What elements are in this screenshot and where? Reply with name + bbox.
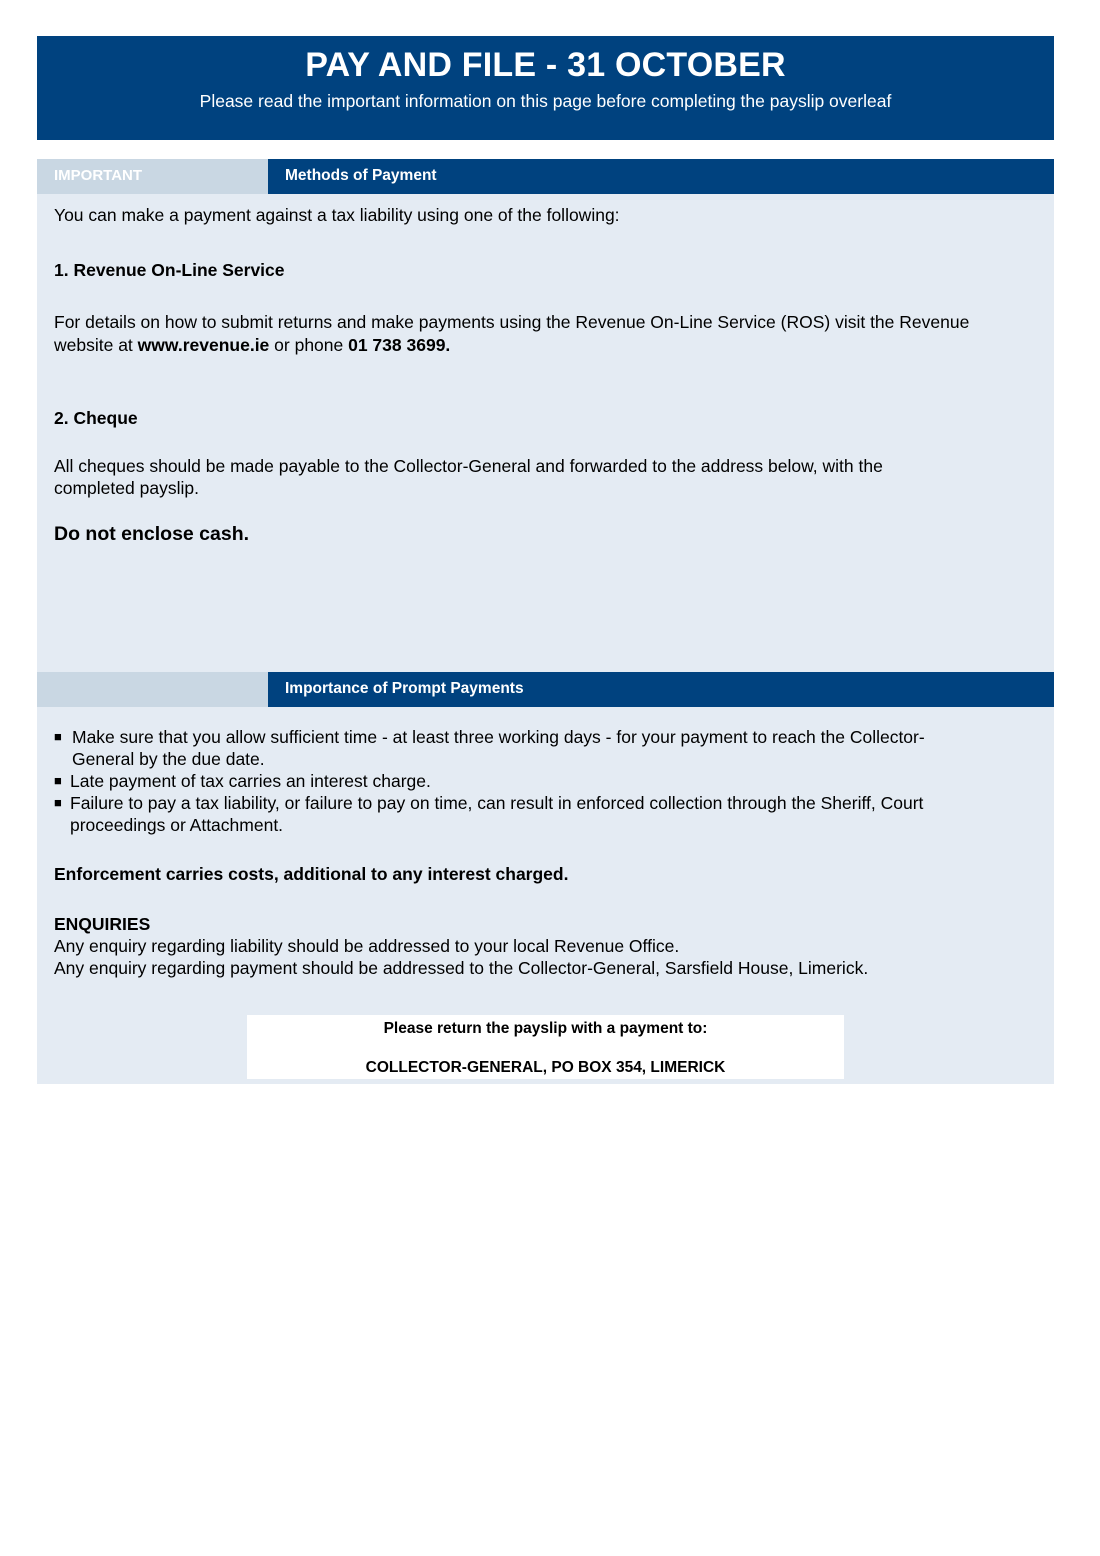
prompt-payments-section: [37, 672, 1054, 1084]
bullet3-line1: Failure to pay a tax liability, or failure to pay on time, can result in enforced collection through the Sheriff, Court: [70, 793, 924, 813]
payment-intro-text: You can make a payment against a tax liability using one of the following:: [54, 205, 620, 225]
enquiries-line2: Any enquiry regarding payment should be addressed to the Collector-General, Sarsfield House, Limerick.: [54, 958, 869, 978]
cheque-details-line1: All cheques should be made payable to the Collector-General and forwarded to the address below, with the: [54, 456, 883, 476]
return-address: COLLECTOR-GENERAL, PO BOX 354, LIMERICK: [365, 1059, 726, 1076]
cheque-details-line2: completed payslip.: [54, 478, 199, 498]
bullet3-line2: proceedings or Attachment.: [70, 815, 284, 835]
page-title: PAY AND FILE - 31 OCTOBER: [305, 46, 786, 84]
important-tab-label: IMPORTANT: [37, 159, 268, 194]
list-item: [54, 726, 925, 770]
ros-details-line1: For details on how to submit returns and make payments using the Revenue On-Line Service (ROS) visit the Revenue: [54, 312, 970, 332]
methods-of-payment-heading: Methods of Payment: [268, 159, 1054, 194]
enforcement-notice: Enforcement carries costs, additional to any interest charged.: [54, 864, 569, 884]
list-item: [54, 770, 431, 792]
bullet-icon: ■: [54, 795, 62, 810]
bullet2-text: Late payment of tax carries an interest charge.: [70, 771, 431, 791]
prompt-payments-heading: Importance of Prompt Payments: [268, 672, 1054, 707]
ros-details-prefix: website at: [54, 335, 138, 355]
bullet-icon: ■: [54, 729, 62, 744]
header-banner: [37, 36, 1054, 140]
ros-heading: 1. Revenue On-Line Service: [54, 260, 285, 280]
enquiries-line1: Any enquiry regarding liability should be addressed to your local Revenue Office.: [54, 936, 680, 956]
page-subtitle: Please read the important information on this page before completing the payslip overleaf: [199, 91, 892, 111]
no-cash-warning: Do not enclose cash.: [54, 523, 250, 545]
methods-of-payment-section: [37, 159, 1054, 672]
prompt-payments-tab-spacer: [37, 672, 268, 707]
bullet1-line2: General by the due date.: [72, 749, 265, 769]
bullet1-line1: Make sure that you allow sufficient time - at least three working days - for your payment to reach the Collector-: [72, 727, 925, 747]
bullet-icon: ■: [54, 773, 62, 788]
enquiries-heading: ENQUIRIES: [54, 914, 151, 934]
return-address-box: [247, 1015, 844, 1079]
cheque-heading: 2. Cheque: [54, 408, 138, 428]
ros-phone-number: 01 738 3699.: [348, 335, 451, 355]
revenue-website-link[interactable]: www.revenue.ie: [137, 335, 270, 355]
ros-details-line2: [54, 334, 450, 356]
ros-details-mid: or phone: [269, 335, 349, 355]
return-instruction: Please return the payslip with a payment to:: [383, 1020, 708, 1037]
list-item: [54, 792, 923, 836]
